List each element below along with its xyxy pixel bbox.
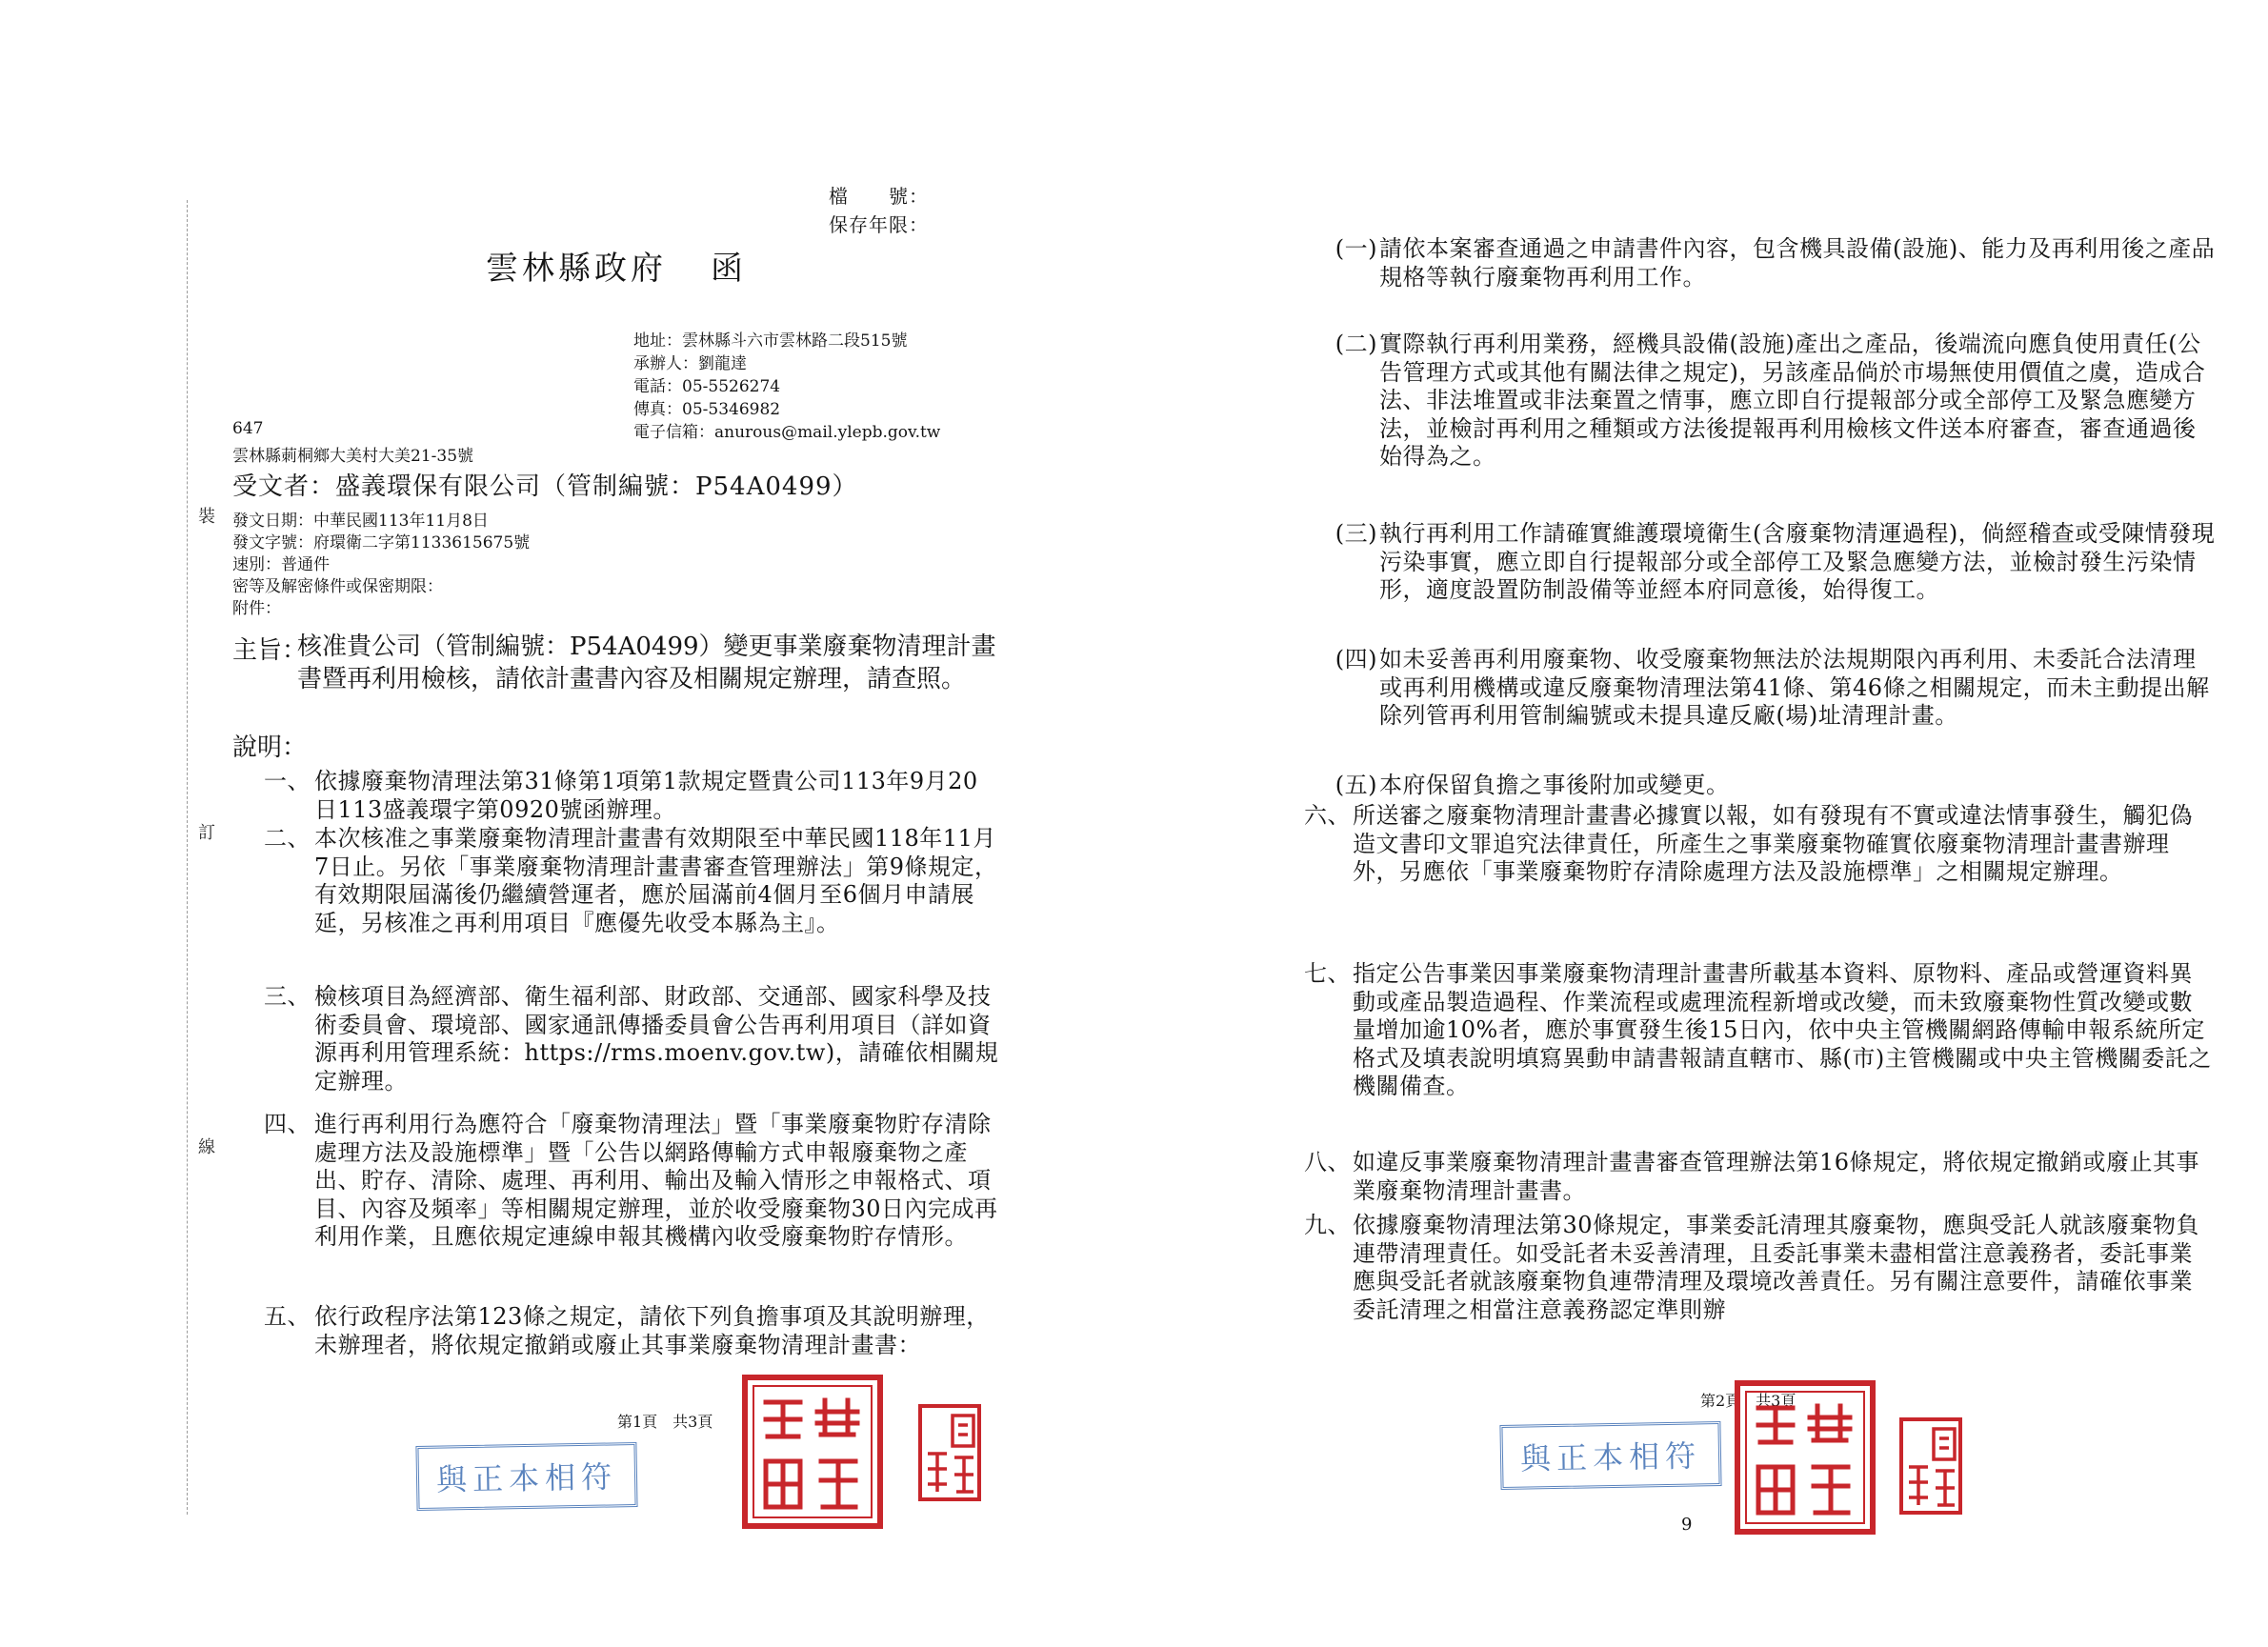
sender-officer: 承辦人：劉龍達	[633, 354, 747, 373]
item-text: 本次核准之事業廢棄物清理計畫書有效期限至中華民國118年11月7日止。另依「事業廢棄物清理計畫書審查管理辦法」第9條規定，有效期限屆滿後仍繼續營運者，應於屆滿前4個月至6個月申請展延，另核准之再利用項目『應優先收受本縣為主』。	[314, 825, 998, 936]
item-number: (一)	[1335, 235, 1377, 262]
official-seal-icon	[741, 1374, 884, 1530]
sender-address: 地址：雲林縣斗六市雲林路二段515號	[633, 331, 908, 351]
item-text: 如未妥善再利用廢棄物、收受廢棄物無法於法規期限內再利用、未委託合法清理或再利用機構或違反廢棄物清理法第41條、第46條之相關規定，而未主動提出解除列管再利用管制編號或未提具違反廠(場)址清理計畫。	[1379, 646, 2210, 729]
binding-mark-zhuang: 裝	[198, 503, 215, 528]
item-text: 請依本案審查通過之申請書件內容，包含機具設備(設施)、能力及再利用後之產品規格等執行廢棄物再利用工作。	[1379, 235, 2216, 291]
item-number: 五、	[264, 1303, 311, 1330]
item-text: 檢核項目為經濟部、衛生福利部、財政部、交通部、國家科學及技術委員會、環境部、國家通訊傳播委員會公告再利用項目（詳如資源再利用管理系統：https://rms.moenv.gov.tw)，請確依相關規定辦理。	[314, 983, 999, 1095]
item-number: (四)	[1335, 646, 1377, 673]
item-number: (三)	[1335, 520, 1377, 547]
sender-fax: 傳真：05-5346982	[633, 400, 781, 419]
item-number: 一、	[264, 768, 311, 794]
item-number: 三、	[264, 983, 311, 1010]
item-number: 二、	[264, 825, 311, 852]
item-number: (五)	[1335, 772, 1377, 798]
binding-line	[187, 200, 188, 1515]
item-text: 依行政程序法第123條之規定，請依下列負擔事項及其說明辦理，未辦理者，將依規定撤銷或廢止其事業廢棄物清理計畫書：	[314, 1303, 990, 1358]
item-text: 執行再利用工作請確實維護環境衛生(含廢棄物清運過程)，倘經稽查或受陳情發現污染事實，應立即自行提報部分或全部停工及緊急應變方法，並檢討發生污染情形，適度設置防制設備等並經本府同意後，始得復工。	[1379, 520, 2216, 603]
attachments: 附件：	[232, 599, 281, 618]
explanation-label: 說明：	[232, 733, 308, 762]
certified-copy-stamp: 與正本相符	[1499, 1421, 1721, 1490]
issue-date: 發文日期：中華民國113年11月8日	[232, 512, 489, 531]
document-meta	[232, 511, 530, 620]
document-page-2	[1134, 0, 2268, 1647]
item-number: 七、	[1304, 960, 1351, 987]
item-text: 指定公告事業因事業廢棄物清理計畫書所載基本資料、原物料、產品或營運資料異動或產品製造過程、作業流程或處理流程新增或改變，而未致廢棄物性質改變或數量增加逾10%者，應於事實發生後15日內，依中央主管機關網路傳輸申報系統所定格式及填表說明填寫異動申請書報請直轄市、縣(市)主管機關或中央主管機關委託之機關備查。	[1353, 960, 2212, 1099]
postal-code: 647	[232, 419, 264, 438]
item-text: 實際執行再利用業務，經機具設備(設施)產出之產品，後端流向應負使用責任(公告管理方式或其他有關法律之規定)，另該產品倘於市場無使用價值之虞，造成合法、非法堆置或非法棄置之情事，應立即自行提報部分或全部停工及緊急應變方法，並檢討再利用之種類或方法後提報再利用檢核文件送本府審查，審查通過後始得為之。	[1379, 331, 2206, 470]
sender-contact-block	[633, 330, 940, 444]
file-number-label: 檔 號：	[829, 185, 929, 208]
item-number: 四、	[264, 1111, 311, 1137]
page-footer: 第2頁 共3頁	[1700, 1392, 1796, 1410]
scan-page-number: 9	[1681, 1515, 1693, 1535]
page-footer: 第1頁 共3頁	[617, 1413, 713, 1431]
binding-mark-xian: 線	[198, 1134, 215, 1158]
sender-phone: 電話：05-5526274	[633, 377, 781, 396]
official-seal-icon	[1734, 1379, 1877, 1536]
item-text: 進行再利用行為應符合「廢棄物清理法」暨「事業廢棄物貯存清除處理方法及設施標準」暨「公告以網路傳輸方式申報廢棄物之產出、貯存、清除、處理、再利用、輸出及輸入情形之申報格式、項目、內容及頻率」等相關規定辦理，並於收受廢棄物30日內完成再利用作業，且應依規定連線申報其機構內收受廢棄物貯存情形。	[314, 1111, 998, 1250]
binding-mark-ding: 訂	[198, 819, 215, 844]
sender-email: 電子信箱：anurous@mail.ylepb.gov.tw	[633, 423, 941, 442]
item-number: 八、	[1304, 1149, 1351, 1175]
item-number: (二)	[1335, 331, 1377, 357]
item-number: 六、	[1304, 802, 1351, 829]
subject-label: 主旨：	[232, 636, 308, 665]
confidentiality: 密等及解密條件或保密期限：	[232, 577, 443, 596]
item-number: 九、	[1304, 1212, 1351, 1238]
item-text: 依據廢棄物清理法第30條規定，事業委託清理其廢棄物，應與受託人就該廢棄物負連帶清理責任。如受託者未妥善清理，且委託事業未盡相當注意義務者，委託事業應與受託者就該廢棄物負連帶清理及環境改善責任。另有關注意要件，請確依事業委託清理之相當注意義務認定準則辦	[1353, 1212, 2200, 1323]
item-text: 依據廢棄物清理法第31條第1項第1款規定暨貴公司113年9月20日113盛義環字第0920號函辦理。	[314, 768, 978, 823]
subject-text: 核准貴公司（管制編號：P54A0499）變更事業廢棄物清理計畫書暨再利用檢核，請依計畫書內容及相關規定辦理，請查照。	[297, 633, 996, 693]
recipient-line: 受文者：盛義環保有限公司（管制編號：P54A0499）	[232, 472, 858, 501]
document-title	[486, 242, 747, 289]
personal-seal-icon	[916, 1402, 983, 1503]
title-agency: 雲林縣政府	[486, 250, 667, 288]
title-kind: 函	[711, 250, 747, 288]
recipient-address: 雲林縣莿桐鄉大美村大美21-35號	[232, 447, 474, 466]
retention-period-label: 保存年限：	[829, 213, 929, 236]
certified-copy-stamp: 與正本相符	[415, 1442, 637, 1511]
urgency: 速別：普通件	[232, 555, 330, 574]
document-number: 發文字號：府環衛二字第1133615675號	[232, 533, 531, 552]
personal-seal-icon	[1897, 1416, 1964, 1516]
item-text: 本府保留負擔之事後附加或變更。	[1379, 772, 1730, 798]
item-text: 所送審之廢棄物清理計畫書必據實以報，如有發現有不實或違法情事發生，觸犯偽造文書印文罪追究法律責任，所產生之事業廢棄物確實依廢棄物清理計畫書辦理外，另應依「事業廢棄物貯存清除處理方法及設施標準」之相關規定辦理。	[1353, 802, 2193, 885]
item-text: 如違反事業廢棄物清理計畫書審查管理辦法第16條規定，將依規定撤銷或廢止其事業廢棄物清理計畫書。	[1353, 1149, 2200, 1204]
